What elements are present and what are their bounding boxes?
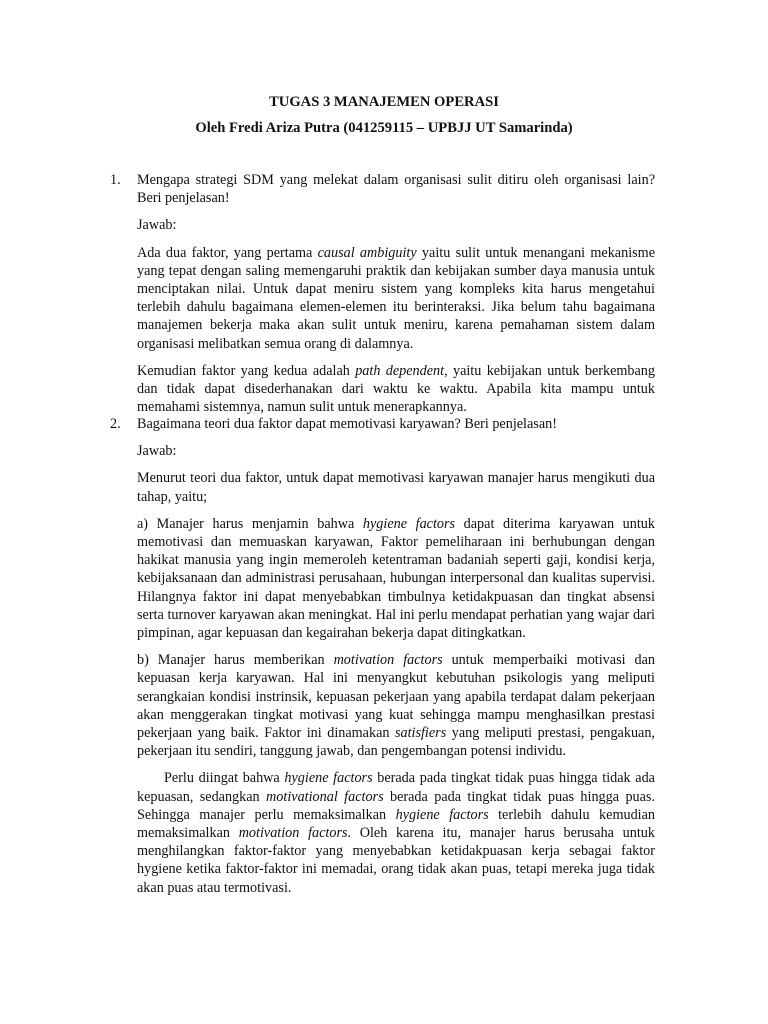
term-motivational-factors: motivational factors bbox=[266, 788, 384, 805]
question-text: Bagaimana teori dua faktor dapat memotivasi karyawan? Beri penjelasan! bbox=[137, 416, 557, 432]
term-motivation-factors: motivation factors bbox=[333, 652, 443, 669]
answer-paragraph: a) Manajer harus menjamin bahwa hygiene factors dapat diterima karyawan untuk memotivasi dan memuaskan karyawan, Faktor pemeliharaan ini berhubungan dengan hakikat manusia yang ingin memeroleh ketentraman badaniah seperti gaji, kondisi kerja, kebijaksanaan dan administrasi perusahaan, hubungan interpersonal dan kualitas supervisi. Hilangnya faktor ini dapat menyebabkan timbulnya ketidakpuasan dan tingkat absensi serta turnover karyawan akan meningkat. Hal ini perlu mendapat perhatian yang wajar dari pimpinan, agar kepuasan dan kegairahan bekerja dapat ditingkatkan. bbox=[137, 515, 655, 642]
question-2-block bbox=[110, 415, 655, 906]
document-subtitle: Oleh Fredi Ariza Putra (041259115 – UPBJJ UT Samarinda) bbox=[195, 120, 573, 136]
answer-paragraph: Ada dua faktor, yang pertama causal ambiguity yaitu sulit untuk menangani mekanisme yang tepat dengan saling memengaruhi praktik dan kebijakan sumber daya manusia untuk menciptakan nilai. Untuk dapat meniru sistem yang kompleks kita harus mengetahui terlebih dahulu bagaimana elemen-elemen itu berinteraksi. Jika belum tahu bagaimana manajemen bekerja maka akan sulit untuk meniru, karena pemahaman sistem dalam organisasi melibatkan semua orang di dalamnya. bbox=[137, 244, 655, 352]
question-number: 2. bbox=[110, 416, 121, 432]
question-1-block bbox=[110, 171, 655, 425]
term-motivation-factors: motivation factors bbox=[238, 825, 348, 842]
term-hygiene-factors: hygiene factors bbox=[395, 806, 489, 823]
answer-paragraph: Perlu diingat bahwa hygiene factors berada pada tingkat tidak puas hingga tidak ada kepuasan, sedangkan motivational factors berada pada tingkat tidak puas hingga puas. Sehingga manajer perlu memaksimalkan hygiene factors terlebih dahulu kemudian memaksimalkan motivation factors. Oleh karena itu, manajer harus berusaha untuk menghilangkan faktor-faktor yang menyebabkan ketidakpuasan kerja sebagai faktor hygiene ketika faktor-faktor ini memadai, orang tidak akan puas, tetapi mereka juga tidak akan puas atau termotivasi. bbox=[137, 770, 655, 896]
term-hygiene-factors: hygiene factors bbox=[362, 515, 456, 532]
term-path-dependent: path dependent bbox=[355, 362, 445, 379]
question-text: Mengapa strategi SDM yang melekat dalam organisasi sulit ditiru oleh organisasi lain? Beri penjelasan! bbox=[137, 172, 655, 207]
question-number: 1. bbox=[110, 172, 121, 188]
answer-label: Jawab: bbox=[137, 217, 177, 234]
term-causal-ambiguity: causal ambiguity bbox=[317, 244, 417, 261]
answer-paragraph: Kemudian faktor yang kedua adalah path dependent, yaitu kebijakan untuk berkembang dan tidak dapat disederhanakan dari waktu ke waktu. Apabila kita mampu untuk memahami sistemnya, namun sulit untuk menerapkannya. bbox=[137, 362, 655, 416]
answer-label: Jawab: bbox=[137, 443, 177, 460]
answer-paragraph: Menurut teori dua faktor, untuk dapat memotivasi karyawan manajer harus mengikuti dua tahap, yaitu; bbox=[137, 470, 655, 505]
term-hygiene-factors: hygiene factors bbox=[284, 770, 373, 787]
answer-paragraph: b) Manajer harus memberikan motivation factors untuk memperbaiki motivasi dan kepuasan kerja karyawan. Hal ini menyangkut kebutuhan psikologis yang meliputi serangkaian kondisi instrinsik, kepuasan pekerjaan yang apabila terdapat dalam pekerjaan akan menggerakan tingkat motivasi yang kuat sehingga mampu menghasilkan prestasi pekerjaan yang baik. Faktor ini dinamakan satisfiers yang meliputi prestasi, pengakuan, pekerjaan itu sendiri, tanggung jawab, dan pengembangan potensi individu. bbox=[137, 652, 655, 760]
term-satisfiers: satisfiers bbox=[394, 725, 447, 742]
document-title: TUGAS 3 MANAJEMEN OPERASI bbox=[269, 94, 499, 110]
